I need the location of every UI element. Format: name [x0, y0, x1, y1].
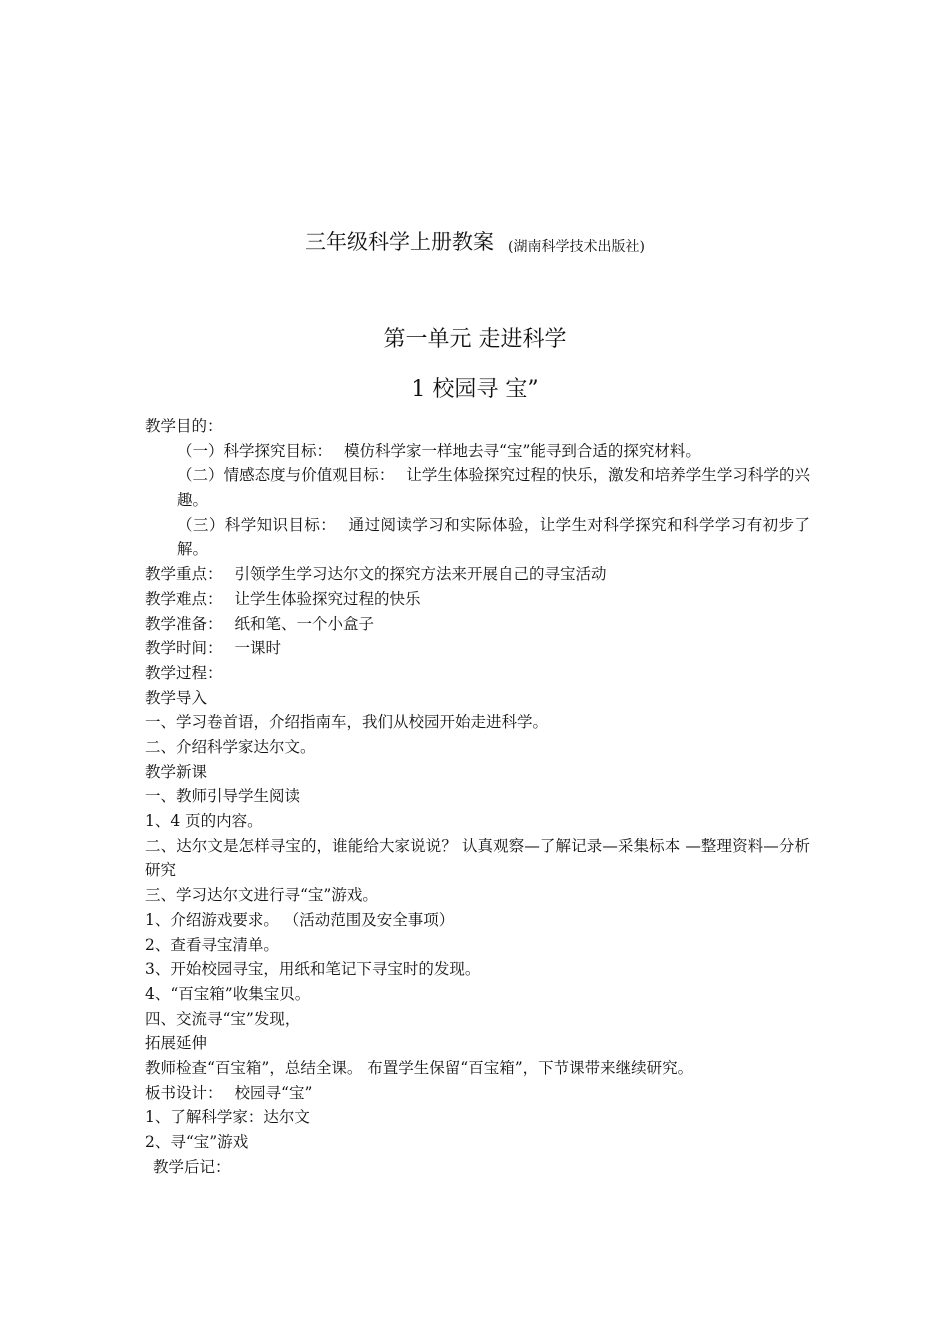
objective-item: [145, 513, 810, 562]
new-lesson-heading: 教学新课: [145, 762, 208, 781]
document-title: [0, 226, 950, 256]
new-lesson-item: 1、4 页的内容。: [145, 812, 263, 831]
new-lesson-item: 1、介绍游戏要求。 （活动范围及安全事项）: [145, 910, 455, 929]
objective-label: （三）科学知识目标：: [177, 515, 337, 534]
objective-item: [145, 463, 810, 512]
objective-item: [145, 439, 810, 464]
board-design: [145, 1081, 810, 1106]
extend-text: 教师检查“百宝箱”，总结全课。 布置学生保留“百宝箱”，下节课带来继续研究。: [145, 1058, 694, 1077]
process-heading: 教学过程：: [145, 663, 223, 682]
lesson-title: 1 校园寻 宝”: [411, 377, 539, 402]
info-value: 让学生体验探究过程的快乐: [234, 589, 421, 608]
info-label: 教学重点：: [145, 565, 223, 584]
new-lesson-item: 2、查看寻宝清单。: [145, 935, 279, 954]
new-lesson-item: 二、达尔文是怎样寻宝的，谁能给大家说说？ 认真观察—了解记录—采集标本 —整理资料—分析研究: [145, 836, 810, 880]
extend-heading: 拓展延伸: [145, 1034, 208, 1053]
board-item: 1、了解科学家：达尔文: [145, 1108, 310, 1127]
new-lesson-item: 四、交流寻“宝”发现，: [145, 1009, 301, 1028]
new-lesson-item: 一、教师引导学生阅读: [145, 787, 301, 806]
board-item: 2、寻“宝”游戏: [145, 1133, 249, 1152]
title-text: 三年级科学上册教案: [305, 230, 495, 254]
afterword: 教学后记：: [153, 1157, 231, 1176]
intro-heading: 教学导入: [145, 688, 208, 707]
info-row: [145, 562, 810, 587]
new-lesson-item: 3、开始校园寻宝，用纸和笔记下寻宝时的发现。: [145, 960, 481, 979]
info-label: 教学时间：: [145, 639, 223, 658]
board-label: 板书设计：: [145, 1083, 223, 1102]
info-row: [145, 612, 810, 637]
objective-label: （二）情感态度与价值观目标：: [177, 466, 395, 485]
info-row: [145, 587, 810, 612]
info-label: 教学准备：: [145, 614, 223, 633]
info-value: 引领学生学习达尔文的探究方法来开展自己的寻宝活动: [234, 565, 607, 584]
info-row: [145, 636, 810, 661]
new-lesson-item: 三、学习达尔文进行寻“宝”游戏。: [145, 886, 378, 905]
objectives-heading: 教学目的：: [145, 417, 223, 435]
publisher-text: (湖南科学技术出版社): [508, 239, 645, 255]
board-title: 校园寻“宝”: [234, 1083, 313, 1102]
new-lesson-item: 4、“百宝箱”收集宝贝。: [145, 984, 311, 1003]
objective-label: （一）科学探究目标：: [177, 441, 333, 460]
objective-text: 让学生体验探究过程的快乐，激发和培养学生学习科学的兴趣。: [177, 466, 810, 510]
objective-text: 模仿科学家一样地去寻“宝”能寻到合适的探究材料。: [344, 441, 701, 460]
lesson-body: [145, 414, 810, 1179]
info-value: 一课时: [234, 639, 282, 658]
info-value: 纸和笔、一个小盒子: [234, 614, 375, 633]
unit-title: 第一单元 走进科学: [383, 327, 567, 352]
info-label: 教学难点：: [145, 589, 223, 608]
intro-item: 二、介绍科学家达尔文。: [145, 738, 316, 756]
intro-item: 一、学习卷首语，介绍指南车，我们从校园开始走进科学。: [145, 713, 549, 732]
objective-text: 通过阅读学习和实际体验，让学生对科学探究和科学学习有初步了解。: [177, 515, 810, 559]
